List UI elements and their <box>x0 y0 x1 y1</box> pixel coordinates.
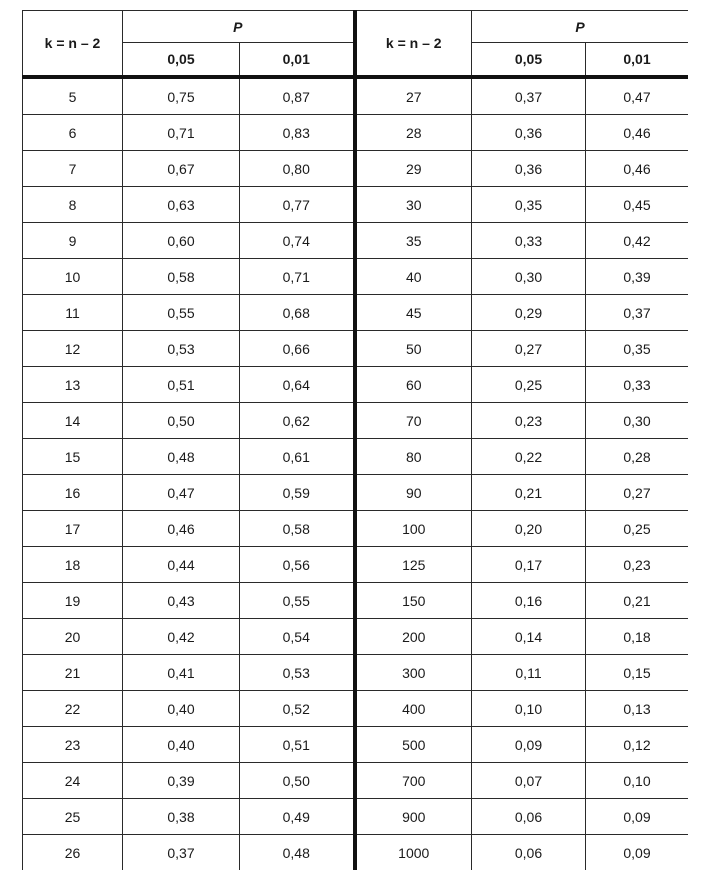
k-value-left: 11 <box>23 295 123 331</box>
k-value-left: 7 <box>23 151 123 187</box>
p005-value-left: 0,67 <box>123 151 240 187</box>
p001-value-right: 0,13 <box>586 691 689 727</box>
p005-value-right: 0,33 <box>472 223 586 259</box>
p005-value-left: 0,37 <box>123 835 240 871</box>
k-value-left: 6 <box>23 115 123 151</box>
p005-value-right: 0,06 <box>472 799 586 835</box>
critical-values-table <box>22 10 688 870</box>
k-value-right: 500 <box>355 727 472 763</box>
table-row <box>23 583 689 619</box>
table-row <box>23 475 689 511</box>
p005-value-left: 0,51 <box>123 367 240 403</box>
p005-value-left: 0,58 <box>123 259 240 295</box>
table-row <box>23 223 689 259</box>
p005-value-right: 0,14 <box>472 619 586 655</box>
k-value-right: 28 <box>355 115 472 151</box>
p001-header-right: 0,01 <box>586 43 689 78</box>
k-value-right: 400 <box>355 691 472 727</box>
k-value-left: 8 <box>23 187 123 223</box>
k-value-right: 150 <box>355 583 472 619</box>
k-value-right: 27 <box>355 77 472 115</box>
p005-value-right: 0,11 <box>472 655 586 691</box>
p001-value-left: 0,64 <box>240 367 355 403</box>
p001-value-left: 0,51 <box>240 727 355 763</box>
k-value-right: 900 <box>355 799 472 835</box>
p001-value-left: 0,87 <box>240 77 355 115</box>
p001-value-left: 0,52 <box>240 691 355 727</box>
table-row <box>23 727 689 763</box>
k-value-left: 10 <box>23 259 123 295</box>
table-row <box>23 403 689 439</box>
p005-value-left: 0,39 <box>123 763 240 799</box>
critical-values-table-container <box>22 10 688 876</box>
p005-value-right: 0,21 <box>472 475 586 511</box>
p005-value-right: 0,09 <box>472 727 586 763</box>
table-row <box>23 439 689 475</box>
p005-value-right: 0,22 <box>472 439 586 475</box>
k-value-right: 200 <box>355 619 472 655</box>
p005-value-left: 0,38 <box>123 799 240 835</box>
p001-value-right: 0,46 <box>586 115 689 151</box>
table-row <box>23 77 689 115</box>
p-header-left: P <box>123 11 355 43</box>
p001-value-left: 0,66 <box>240 331 355 367</box>
k-value-right: 70 <box>355 403 472 439</box>
p005-value-left: 0,50 <box>123 403 240 439</box>
k-value-right: 30 <box>355 187 472 223</box>
p005-value-right: 0,27 <box>472 331 586 367</box>
p001-value-left: 0,74 <box>240 223 355 259</box>
p001-value-left: 0,61 <box>240 439 355 475</box>
k-value-right: 125 <box>355 547 472 583</box>
table-row <box>23 619 689 655</box>
p001-value-right: 0,23 <box>586 547 689 583</box>
p001-value-left: 0,58 <box>240 511 355 547</box>
k-value-left: 21 <box>23 655 123 691</box>
table-row <box>23 331 689 367</box>
p001-value-right: 0,25 <box>586 511 689 547</box>
p005-value-right: 0,37 <box>472 77 586 115</box>
p005-value-right: 0,23 <box>472 403 586 439</box>
table-row <box>23 799 689 835</box>
p005-value-left: 0,55 <box>123 295 240 331</box>
p005-header-left: 0,05 <box>123 43 240 78</box>
p001-value-right: 0,12 <box>586 727 689 763</box>
k-value-right: 700 <box>355 763 472 799</box>
p005-value-right: 0,25 <box>472 367 586 403</box>
p005-value-left: 0,71 <box>123 115 240 151</box>
p001-value-left: 0,62 <box>240 403 355 439</box>
p001-value-left: 0,77 <box>240 187 355 223</box>
table-row <box>23 115 689 151</box>
p005-value-left: 0,42 <box>123 619 240 655</box>
p001-value-left: 0,54 <box>240 619 355 655</box>
p001-value-left: 0,71 <box>240 259 355 295</box>
p001-value-right: 0,46 <box>586 151 689 187</box>
table-row <box>23 367 689 403</box>
table-row <box>23 547 689 583</box>
table-header <box>23 11 689 78</box>
k-value-right: 35 <box>355 223 472 259</box>
p005-header-right: 0,05 <box>472 43 586 78</box>
k-column-header-right: k = n – 2 <box>355 11 472 78</box>
k-value-right: 45 <box>355 295 472 331</box>
k-value-left: 19 <box>23 583 123 619</box>
p001-value-left: 0,49 <box>240 799 355 835</box>
p001-value-right: 0,33 <box>586 367 689 403</box>
p001-value-right: 0,39 <box>586 259 689 295</box>
p005-value-right: 0,30 <box>472 259 586 295</box>
k-value-right: 300 <box>355 655 472 691</box>
k-value-left: 26 <box>23 835 123 871</box>
table-row <box>23 295 689 331</box>
k-value-left: 12 <box>23 331 123 367</box>
k-value-left: 13 <box>23 367 123 403</box>
table-row <box>23 151 689 187</box>
p005-value-right: 0,10 <box>472 691 586 727</box>
p001-value-right: 0,18 <box>586 619 689 655</box>
k-value-left: 15 <box>23 439 123 475</box>
p005-value-right: 0,17 <box>472 547 586 583</box>
p005-value-right: 0,35 <box>472 187 586 223</box>
k-value-right: 1000 <box>355 835 472 871</box>
table-row <box>23 835 689 871</box>
k-value-right: 80 <box>355 439 472 475</box>
table-body <box>23 77 689 870</box>
p001-value-right: 0,45 <box>586 187 689 223</box>
table-row <box>23 691 689 727</box>
k-value-left: 23 <box>23 727 123 763</box>
p001-value-left: 0,55 <box>240 583 355 619</box>
p005-value-left: 0,48 <box>123 439 240 475</box>
k-value-left: 14 <box>23 403 123 439</box>
p001-header-left: 0,01 <box>240 43 355 78</box>
table-row <box>23 763 689 799</box>
p001-value-right: 0,27 <box>586 475 689 511</box>
p005-value-left: 0,46 <box>123 511 240 547</box>
p001-value-right: 0,47 <box>586 77 689 115</box>
p001-value-left: 0,56 <box>240 547 355 583</box>
p005-value-left: 0,40 <box>123 727 240 763</box>
p005-value-right: 0,29 <box>472 295 586 331</box>
p001-value-right: 0,37 <box>586 295 689 331</box>
k-value-left: 25 <box>23 799 123 835</box>
p005-value-left: 0,43 <box>123 583 240 619</box>
p001-value-right: 0,09 <box>586 799 689 835</box>
k-value-left: 24 <box>23 763 123 799</box>
p001-value-right: 0,09 <box>586 835 689 871</box>
p005-value-right: 0,20 <box>472 511 586 547</box>
table-row <box>23 259 689 295</box>
k-value-left: 20 <box>23 619 123 655</box>
k-value-left: 22 <box>23 691 123 727</box>
p001-value-left: 0,68 <box>240 295 355 331</box>
p001-value-right: 0,35 <box>586 331 689 367</box>
k-value-right: 40 <box>355 259 472 295</box>
p001-value-right: 0,30 <box>586 403 689 439</box>
p005-value-left: 0,47 <box>123 475 240 511</box>
p001-value-left: 0,83 <box>240 115 355 151</box>
p005-value-right: 0,06 <box>472 835 586 871</box>
p005-value-left: 0,63 <box>123 187 240 223</box>
p001-value-left: 0,50 <box>240 763 355 799</box>
k-value-right: 90 <box>355 475 472 511</box>
p005-value-left: 0,53 <box>123 331 240 367</box>
k-value-left: 18 <box>23 547 123 583</box>
p005-value-left: 0,41 <box>123 655 240 691</box>
k-column-header-left: k = n – 2 <box>23 11 123 78</box>
p005-value-right: 0,16 <box>472 583 586 619</box>
p001-value-right: 0,15 <box>586 655 689 691</box>
p005-value-left: 0,40 <box>123 691 240 727</box>
p005-value-right: 0,07 <box>472 763 586 799</box>
table-row <box>23 187 689 223</box>
p001-value-left: 0,48 <box>240 835 355 871</box>
p001-value-left: 0,59 <box>240 475 355 511</box>
k-value-right: 100 <box>355 511 472 547</box>
k-value-left: 9 <box>23 223 123 259</box>
k-value-right: 29 <box>355 151 472 187</box>
p001-value-right: 0,28 <box>586 439 689 475</box>
table-row <box>23 655 689 691</box>
p005-value-left: 0,44 <box>123 547 240 583</box>
k-value-left: 17 <box>23 511 123 547</box>
p005-value-right: 0,36 <box>472 151 586 187</box>
p001-value-left: 0,80 <box>240 151 355 187</box>
table-row <box>23 511 689 547</box>
p001-value-left: 0,53 <box>240 655 355 691</box>
p-header-right: P <box>472 11 689 43</box>
p001-value-right: 0,10 <box>586 763 689 799</box>
p001-value-right: 0,42 <box>586 223 689 259</box>
k-value-left: 5 <box>23 77 123 115</box>
k-value-right: 60 <box>355 367 472 403</box>
k-value-left: 16 <box>23 475 123 511</box>
p005-value-left: 0,75 <box>123 77 240 115</box>
p005-value-right: 0,36 <box>472 115 586 151</box>
p001-value-right: 0,21 <box>586 583 689 619</box>
p005-value-left: 0,60 <box>123 223 240 259</box>
k-value-right: 50 <box>355 331 472 367</box>
